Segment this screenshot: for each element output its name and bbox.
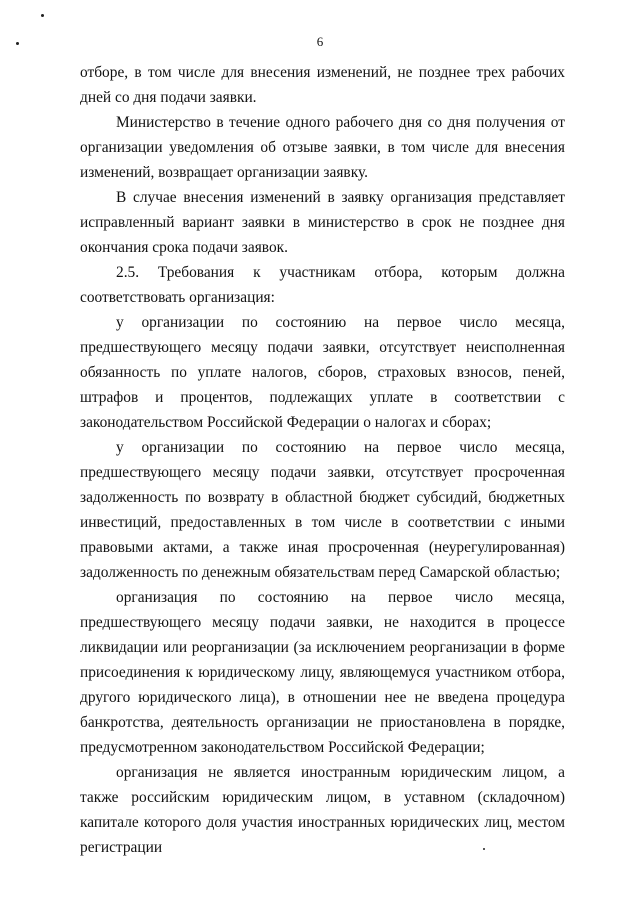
scan-speck [41,14,44,17]
document-body [80,60,565,860]
paragraph: В случае внесения изменений в заявку организация представляет исправленный вариант заявки в министерство в срок не позднее дня окончания срока подачи заявок. [80,189,565,256]
paragraph: организация по состоянию на первое число месяца, предшествующего месяцу подачи заявки, не находится в процессе ликвидации или реорганизации (за исключением реорганизации в форме присоединения к юридическому лицу, являющемуся участником отбора, другого юридического лица), в отношении нее не введена процедура банкротства, деятельность организации не приостановлена в порядке, предусмотренном законодательством Российской Федерации; [80,589,565,756]
paragraph: 2.5. Требования к участникам отбора, которым должна соответствовать организация: [80,264,565,306]
paragraph: организация не является иностранным юридическим лицом, а также российским юридическим лицом, в уставном (складочном) капитале которого доля участия иностранных юридических лиц, местом регистрации [80,764,565,856]
paragraph: у организации по состоянию на первое число месяца, предшествующего месяцу подачи заявки, отсутствует просроченная задолженность по возврату в областной бюджет субсидий, бюджетных инвестиций, предоставленных в том числе в соответствии с иными правовыми актами, а также иная просроченная (неурегулированная) задолженность по денежным обязательствам перед Самарской областью; [80,439,565,581]
paragraph: Министерство в течение одного рабочего дня со дня получения от организации уведомления об отзыве заявки, в том числе для внесения изменений, возвращает организации заявку. [80,114,565,181]
paragraph: у организации по состоянию на первое число месяца, предшествующего месяцу подачи заявки, отсутствует неисполненная обязанность по уплате налогов, сборов, страховых взносов, пеней, штрафов и процентов, подлежащих уплате в соответствии с законодательством Российской Федерации о налогах и сборах; [80,314,565,431]
page-number: 6 [316,34,324,49]
paragraph: отборе, в том числе для внесения изменений, не позднее трех рабочих дней со дня подачи заявки. [80,64,565,106]
